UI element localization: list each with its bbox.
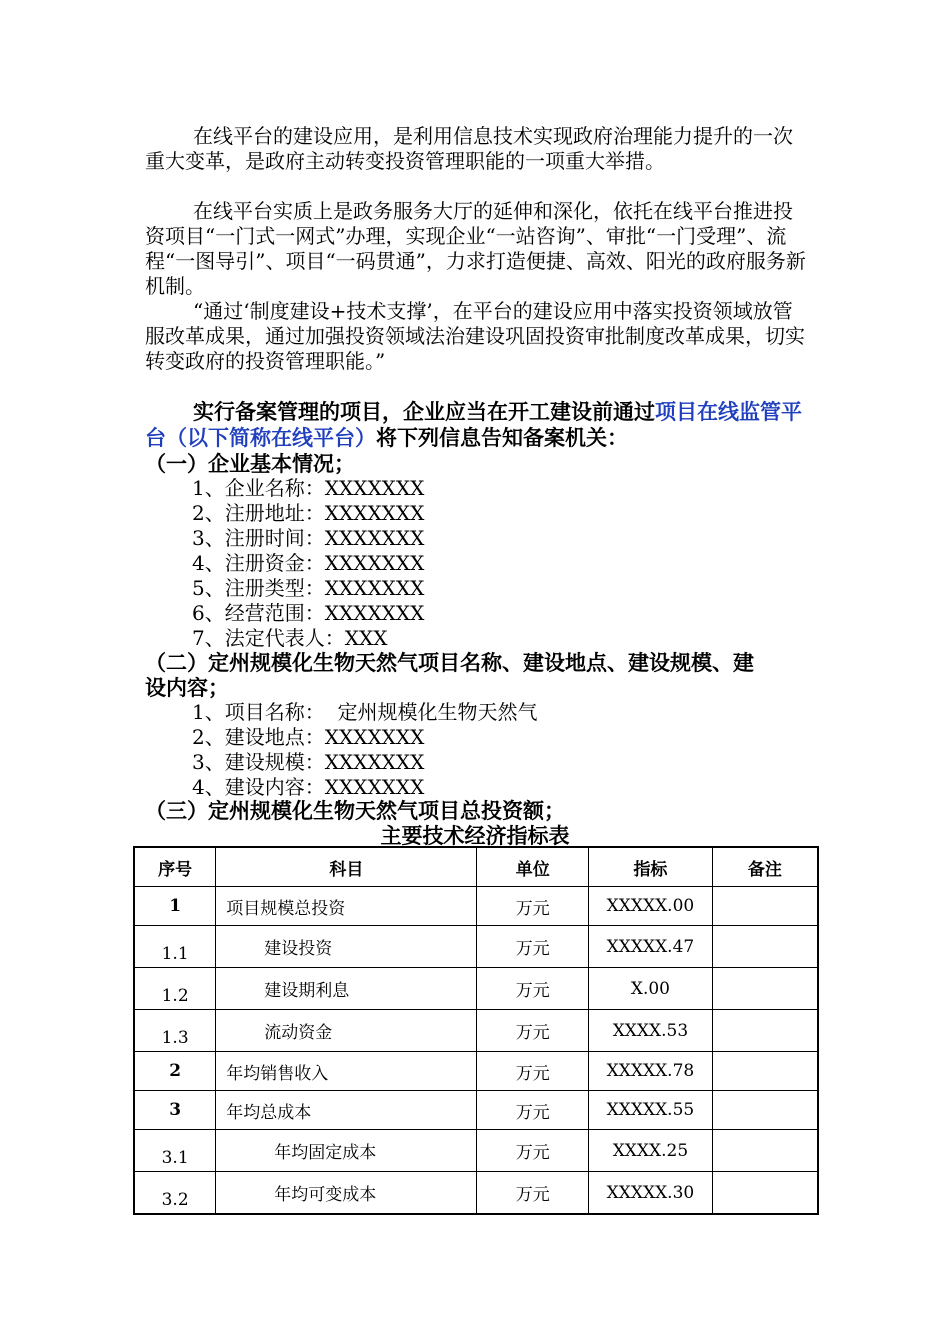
row-note xyxy=(712,1052,818,1091)
table-row xyxy=(134,926,818,968)
row-note xyxy=(712,1010,818,1052)
row-seq: 2 xyxy=(134,1052,216,1091)
filing-lead-tail: 将下列信息告知备案机关： xyxy=(376,425,628,450)
section-2-title-line-1: （二）定州规模化生物天然气项目名称、建设地点、建设规模、建 xyxy=(145,650,754,675)
header-seq: 序号 xyxy=(134,847,216,887)
intro-paragraph-1: 在线平台的建设应用，是利用信息技术实现政府治理能力提升的一次重大变革，是政府主动转变投资管理职能的一项重大举措。 xyxy=(145,124,793,173)
row-value: XXXXX.00 xyxy=(589,887,713,926)
row-seq: 1 xyxy=(134,887,216,926)
project-item: 2、建设地点：XXXXXXX xyxy=(192,725,425,749)
table-caption: 主要技术经济指标表 xyxy=(380,823,570,848)
table-row xyxy=(134,968,818,1010)
filing-lead-text: 实行备案管理的项目，企业应当在开工建设前通过 xyxy=(193,399,655,424)
table-row xyxy=(134,1052,818,1091)
row-value: XXXX.25 xyxy=(589,1130,713,1172)
table-row xyxy=(134,1172,818,1215)
row-note xyxy=(712,1091,818,1130)
row-unit: 万元 xyxy=(477,926,589,968)
row-unit: 万元 xyxy=(477,887,589,926)
header-unit: 单位 xyxy=(477,847,589,887)
row-subject: 年均总成本 xyxy=(216,1091,477,1130)
section-1-title: （一）企业基本情况； xyxy=(145,451,355,476)
row-seq: 3.1 xyxy=(134,1130,216,1172)
row-seq: 3 xyxy=(134,1091,216,1130)
project-item: 3、建设规模：XXXXXXX xyxy=(192,750,425,774)
project-item: 1、项目名称： 定州规模化生物天然气 xyxy=(192,700,538,724)
online-platform-link[interactable]: 项目在线监管平台（以下简称在线平台） xyxy=(145,399,802,450)
row-value: X.00 xyxy=(589,968,713,1010)
row-note xyxy=(712,1130,818,1172)
row-note xyxy=(712,1172,818,1215)
row-unit: 万元 xyxy=(477,1172,589,1215)
header-note: 备注 xyxy=(712,847,818,887)
row-subject: 年均可变成本 xyxy=(216,1172,477,1215)
row-subject: 年均销售收入 xyxy=(216,1052,477,1091)
row-note xyxy=(712,926,818,968)
row-seq: 1.2 xyxy=(134,968,216,1010)
indicators-table xyxy=(133,846,819,1215)
row-unit: 万元 xyxy=(477,1091,589,1130)
section-3-title: （三）定州规模化生物天然气项目总投资额； xyxy=(145,798,565,823)
company-item: 4、注册资金：XXXXXXX xyxy=(192,551,425,575)
project-item: 4、建设内容：XXXXXXX xyxy=(192,775,425,799)
row-unit: 万元 xyxy=(477,1010,589,1052)
row-value: XXXXX.30 xyxy=(589,1172,713,1215)
row-subject: 流动资金 xyxy=(216,1010,477,1052)
row-unit: 万元 xyxy=(477,1052,589,1091)
row-subject: 项目规模总投资 xyxy=(216,887,477,926)
table-row xyxy=(134,1091,818,1130)
filing-lead-paragraph xyxy=(145,399,810,451)
company-item: 7、法定代表人：XXX xyxy=(192,626,388,650)
table-row xyxy=(134,1130,818,1172)
section-2-title-line-2: 设内容； xyxy=(145,675,229,700)
company-item: 5、注册类型：XXXXXXX xyxy=(192,576,425,600)
row-value: XXXXX.78 xyxy=(589,1052,713,1091)
company-item: 6、经营范围：XXXXXXX xyxy=(192,601,425,625)
row-value: XXXXX.47 xyxy=(589,926,713,968)
intro-paragraph-3: “通过‘制度建设+技术支撑’，在平台的建设应用中落实投资领域放管服改革成果，通过加强投资领域法治建设巩固投资审批制度改革成果，切实转变政府的投资管理职能。” xyxy=(145,299,805,373)
table-row xyxy=(134,887,818,926)
row-subject: 建设投资 xyxy=(216,926,477,968)
header-indicator: 指标 xyxy=(589,847,713,887)
row-seq: 3.2 xyxy=(134,1172,216,1215)
table-header-row xyxy=(134,847,818,887)
table-row xyxy=(134,1010,818,1052)
row-seq: 1.1 xyxy=(134,926,216,968)
header-subject: 科目 xyxy=(216,847,477,887)
row-unit: 万元 xyxy=(477,968,589,1010)
row-unit: 万元 xyxy=(477,1130,589,1172)
company-item: 3、注册时间：XXXXXXX xyxy=(192,526,425,550)
row-subject: 年均固定成本 xyxy=(216,1130,477,1172)
row-seq: 1.3 xyxy=(134,1010,216,1052)
row-value: XXXX.53 xyxy=(589,1010,713,1052)
row-note xyxy=(712,887,818,926)
company-item: 2、注册地址：XXXXXXX xyxy=(192,501,425,525)
row-note xyxy=(712,968,818,1010)
row-value: XXXXX.55 xyxy=(589,1091,713,1130)
row-subject: 建设期利息 xyxy=(216,968,477,1010)
intro-paragraph-2: 在线平台实质上是政务服务大厅的延伸和深化，依托在线平台推进投资项目“一门式一网式”办理，实现企业“一站咨询”、审批“一门受理”、流程“一图导引”、项目“一码贯通”，力求打造便捷、高效、阳光的政府服务新机制。 xyxy=(145,199,806,298)
company-item: 1、企业名称：XXXXXXX xyxy=(192,476,425,500)
